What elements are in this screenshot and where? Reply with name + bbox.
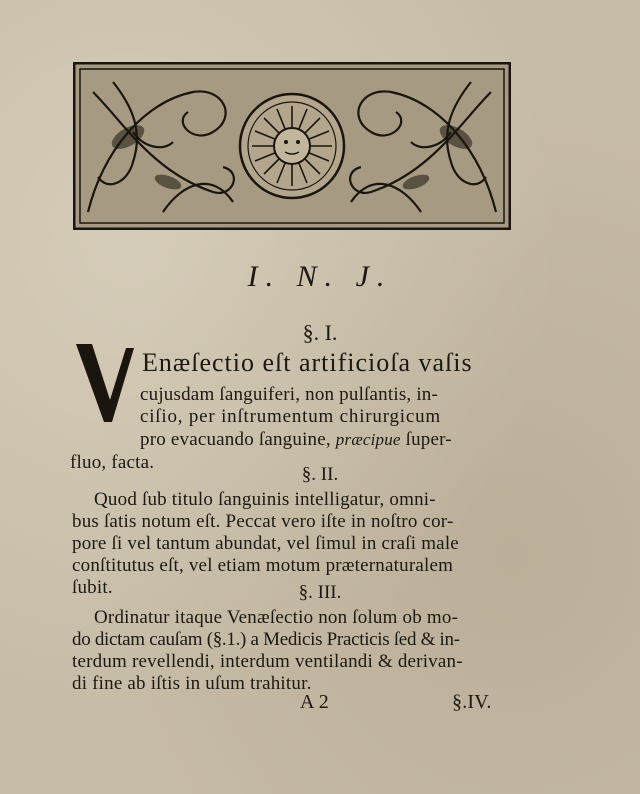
para1-line4-a: pro evacuando ſanguine, [140, 429, 331, 450]
para1-line4-c: ſuper- [405, 429, 452, 450]
section-heading-2: §. II. [301, 464, 339, 485]
section-heading-1: §. I. [302, 320, 338, 345]
signature-mark: A 2 [300, 691, 329, 713]
para1-line1: Enæſectio eſt artificioſa vaſis [142, 348, 473, 377]
para2-line3: pore ſi vel tantum abundat, vel ſimul in craſi male [72, 533, 459, 554]
dropcap-initial-v [76, 344, 136, 422]
section-heading-3: §. III. [298, 582, 342, 603]
para2-line5: ſubit. [72, 577, 113, 598]
para1-line3: ciſio, per inſtrumentum chirurgicum [140, 406, 441, 427]
para1-line4 [140, 429, 452, 451]
para2-line1: Quod ſub titulo ſanguinis intelligatur, omni- [94, 489, 436, 510]
para1-line2: cujusdam ſanguiferi, non pulſantis, in- [140, 384, 439, 405]
catchword: §.IV. [452, 691, 492, 713]
para3-line1: Ordinatur itaque Venæſectio non ſolum ob mo- [94, 607, 459, 628]
para3-line3: terdum revellendi, interdum ventilandi & derivan- [72, 651, 463, 672]
title-initials: I. N. J. [247, 260, 393, 293]
para2-line2: bus ſatis notum eſt. Peccat vero iſte in noſtro cor- [72, 511, 454, 532]
para3-line2: do dictam cauſam (§.1.) a Medicis Practicis ſed & in- [72, 629, 460, 650]
headpiece-ornament [73, 62, 511, 230]
para3-line4: di fine ab iſtis in uſum trahitur. [72, 673, 312, 694]
para1-line4-italic: præcipue [335, 430, 401, 449]
para1-line5: fluo, facta. [70, 452, 155, 473]
para2-line4: conſtitutus eſt, vel etiam motum præternaturalem [72, 555, 454, 576]
